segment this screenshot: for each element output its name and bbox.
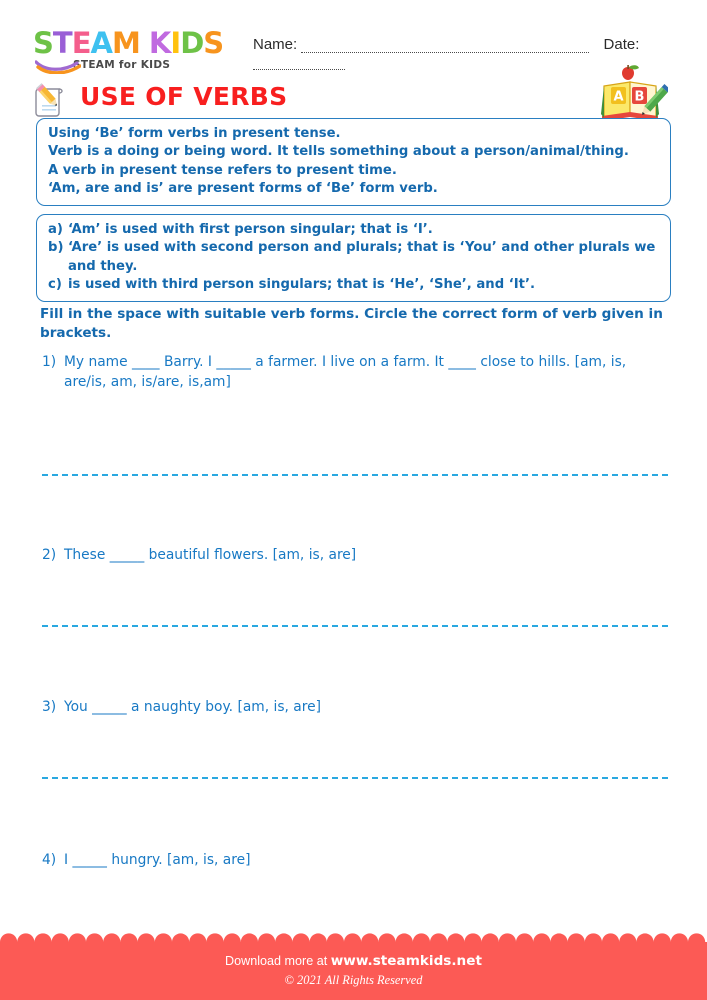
question-number: 1) xyxy=(42,354,57,370)
question-number: 3) xyxy=(42,699,57,715)
question-item[interactable] xyxy=(42,851,670,871)
instruction-text: Fill in the space with suitable verb forms. Circle the correct form of verb given in brackets. xyxy=(40,306,663,341)
name-input-line[interactable] xyxy=(301,40,589,53)
logo-letter xyxy=(140,28,149,58)
title-row xyxy=(0,76,707,122)
list-item-label: ‘Am’ is used with first person singular; that is ‘I’. xyxy=(68,222,433,237)
logo-tagline: STEAM for KIDS xyxy=(73,59,171,71)
answer-separator xyxy=(42,625,668,627)
name-date-row xyxy=(253,36,683,60)
steam-kids-logo xyxy=(33,28,229,72)
question-text[interactable]: I _____ hungry. [am, is, are] xyxy=(64,852,251,868)
ab-book-apple-pencil-icon xyxy=(598,64,668,126)
svg-text:A: A xyxy=(613,89,624,105)
logo-swoosh-icon xyxy=(35,58,81,74)
info-line: Verb is a doing or being word. It tells something about a person/animal/thing. xyxy=(48,144,629,160)
list-item-marker: a) xyxy=(48,222,63,237)
question-number: 2) xyxy=(42,547,57,563)
logo-letter: D xyxy=(180,26,204,60)
logo-letter: A xyxy=(90,26,112,60)
page-title: USE OF VERBS xyxy=(80,82,288,111)
info-line: ‘Am, are and is’ are present forms of ‘Be’ form verb. xyxy=(48,180,438,196)
logo-letter: S xyxy=(33,26,53,60)
logo-letter: S xyxy=(203,26,224,60)
info-line: Using ‘Be’ form verbs in present tense. xyxy=(48,126,341,141)
info-box-usage-list xyxy=(36,214,671,302)
footer-download-line xyxy=(0,953,707,969)
list-item-label: ‘Are’ is used with second person and plurals; that is ‘You’ and other plurals we and they. xyxy=(68,240,656,274)
logo-letter: M xyxy=(111,26,140,60)
question-item[interactable] xyxy=(42,353,670,392)
footer-copyright: © 2021 All Rights Reserved xyxy=(284,973,423,987)
footer-scallop-edge xyxy=(0,932,707,942)
question-item[interactable] xyxy=(42,546,670,566)
question-text[interactable]: These _____ beautiful flowers. [am, is, are] xyxy=(64,547,357,563)
question-text[interactable]: You _____ a naughty boy. [am, is, are] xyxy=(64,699,321,715)
info-box-rules xyxy=(36,118,671,206)
page-footer xyxy=(0,942,707,1000)
footer-website-link[interactable]: www.steamkids.net xyxy=(330,953,482,969)
page-header xyxy=(0,0,707,72)
list-item xyxy=(48,221,660,239)
logo-wordmark xyxy=(33,28,229,58)
question-number: 4) xyxy=(42,852,57,868)
list-item xyxy=(48,276,660,294)
question-text[interactable]: My name ____ Barry. I _____ a farmer. I live on a farm. It ____ close to hills. [am, is, are/is, am, is/are, is,am] xyxy=(64,354,627,390)
question-item[interactable] xyxy=(42,698,670,718)
notepad-pencil-icon xyxy=(30,78,72,120)
info-line: A verb in present tense refers to present time. xyxy=(48,162,397,178)
date-label: Date: xyxy=(603,36,640,53)
logo-letter: K xyxy=(148,26,171,60)
logo-letter: I xyxy=(170,26,181,60)
name-label: Name: xyxy=(253,36,298,53)
logo-letter: T xyxy=(52,26,72,60)
list-item xyxy=(48,239,660,276)
date-input-line[interactable] xyxy=(253,57,345,70)
svg-text:B: B xyxy=(634,89,645,105)
list-item-label: is used with third person singulars; that is ‘He’, ‘She’, and ‘It’. xyxy=(68,276,535,292)
footer-download-prefix: Download more at xyxy=(225,954,328,968)
answer-separator xyxy=(42,474,668,476)
answer-separator xyxy=(42,777,668,779)
list-item-marker: c) xyxy=(48,276,62,292)
logo-letter: E xyxy=(71,26,91,60)
list-item-marker: b) xyxy=(48,240,64,256)
